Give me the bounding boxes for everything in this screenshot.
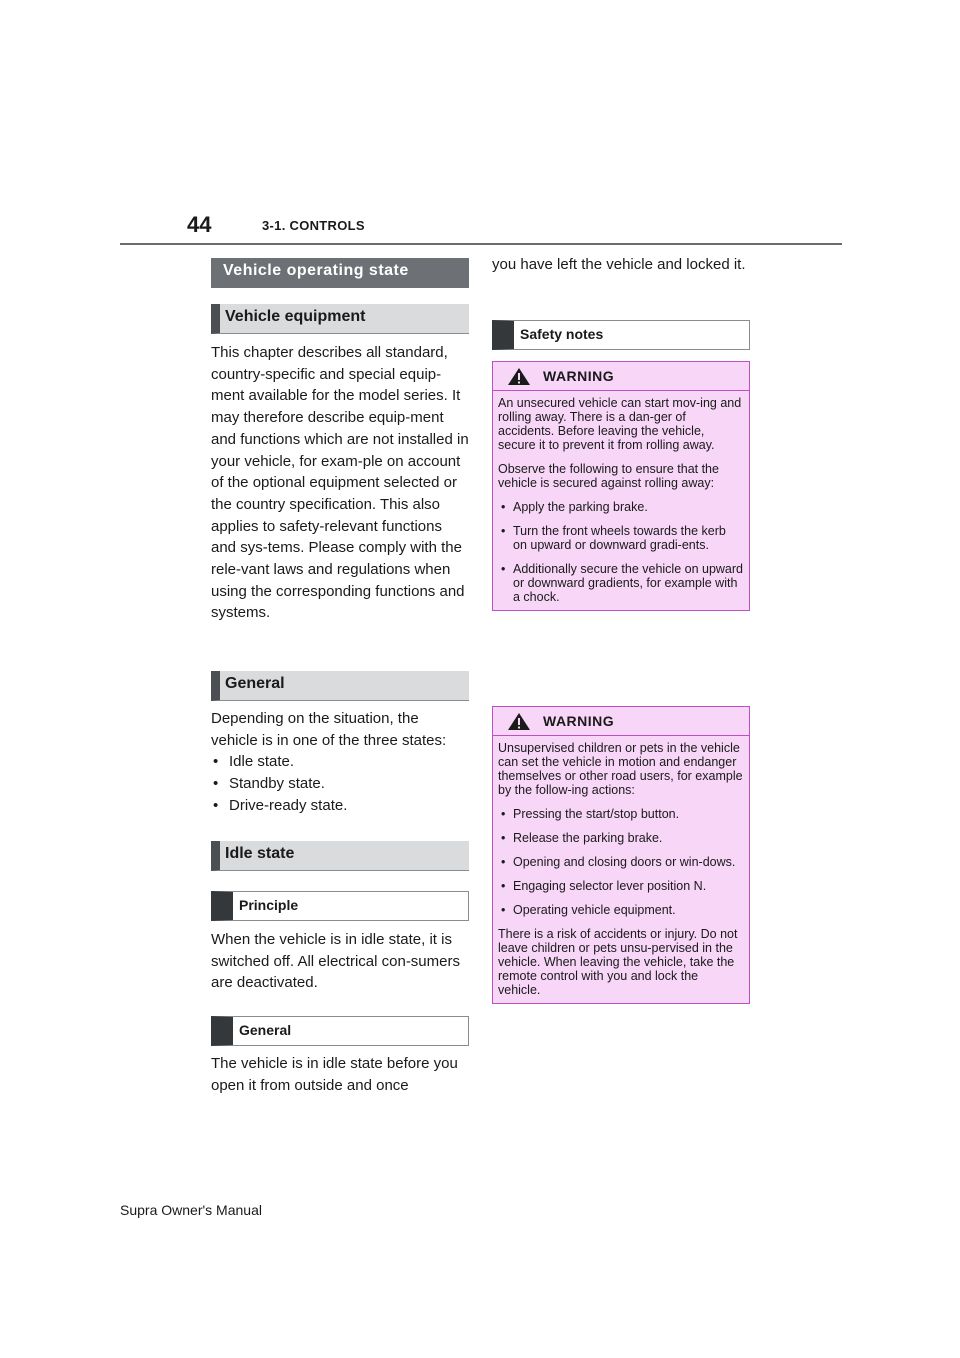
idle-general-text: The vehicle is in idle state before you open it from outside and once [211, 1055, 458, 1094]
main-heading: Vehicle operating state [211, 258, 469, 288]
idle-state-heading: Idle state [211, 841, 469, 871]
warning-list [498, 807, 743, 917]
list-item: • Release the parking brake. [498, 831, 743, 845]
list-item: • Turn the front wheels towards the kerb on upward or downward gradi-ents. [498, 524, 743, 552]
warning-paragraph: Observe the following to ensure that the vehicle is secured against rolling away: [498, 462, 719, 490]
principle-body [211, 929, 469, 994]
general-intro: Depending on the situation, the vehicle is in one of the three states: [211, 710, 447, 749]
warning-paragraph: Unsupervised children or pets in the vehicle can set the vehicle in motion and endanger themselves or other road users, for example by the follow-ing actions: [498, 741, 743, 797]
warning-label: WARNING [543, 713, 615, 729]
warning-paragraph: There is a risk of accidents or injury. Do not leave children or pets unsu-pervised in the vehicle. When leaving the vehicle, take the remote control with you and lock the vehicle. [498, 927, 738, 997]
page-number: 44 [187, 212, 212, 237]
warning-list [498, 500, 743, 604]
vehicle-equipment-body [211, 342, 469, 624]
list-item: • Pressing the start/stop button. [498, 807, 743, 821]
warning-triangle-icon [507, 712, 531, 734]
list-item: • Operating vehicle equipment. [498, 903, 743, 917]
list-item: • Idle state. [211, 751, 469, 773]
warning-header [493, 707, 749, 736]
list-item: • Opening and closing doors or win-dows. [498, 855, 743, 869]
vehicle-equipment-heading: Vehicle equipment [211, 304, 469, 334]
idle-general-heading: General [211, 1016, 469, 1046]
footer-text: Supra Owner's Manual [120, 1202, 262, 1218]
principle-heading: Principle [211, 891, 469, 921]
principle-text: When the vehicle is in idle state, it is switched off. All electrical con-sumers are deactivated. [211, 931, 460, 992]
safety-notes-heading: Safety notes [492, 320, 750, 350]
list-item: • Apply the parking brake. [498, 500, 743, 514]
warning-body [493, 391, 749, 610]
idle-general-body [211, 1053, 469, 1096]
general-body [211, 708, 469, 817]
warning-body [493, 736, 749, 1003]
warning-header [493, 362, 749, 391]
vehicle-equipment-text: This chapter describes all standard, country-specific and special equip-ment available for the model series. It may therefore describe equip-ment and functions which are not installed in your vehicle, for exam-ple on account of the optional equipment selected or the country specification. This also applies to safety-relevant functions and sys-tems. Please comply with the rele-vant laws and regulations when using the corresponding functions and systems. [211, 344, 469, 622]
warning-paragraph: An unsecured vehicle can start mov-ing and rolling away. There is a dan-ger of accidents. Before leaving the vehicle, secure it to prevent it from rolling away. [498, 396, 742, 452]
list-item: • Standby state. [211, 773, 469, 795]
continuation-text: you have left the vehicle and locked it. [492, 256, 746, 273]
states-list [211, 751, 469, 816]
chapter-title: 3-1. CONTROLS [262, 218, 365, 233]
warning-label: WARNING [543, 368, 615, 384]
warning-triangle-icon [507, 367, 531, 389]
general-heading: General [211, 671, 469, 701]
list-item: • Engaging selector lever position N. [498, 879, 743, 893]
header-divider [120, 243, 842, 245]
continuation-body [492, 254, 750, 276]
warning-box-2 [492, 706, 750, 1004]
list-item: • Additionally secure the vehicle on upward or downward gradients, for example with a chock. [498, 562, 743, 604]
warning-box-1 [492, 361, 750, 611]
list-item: • Drive-ready state. [211, 795, 469, 817]
